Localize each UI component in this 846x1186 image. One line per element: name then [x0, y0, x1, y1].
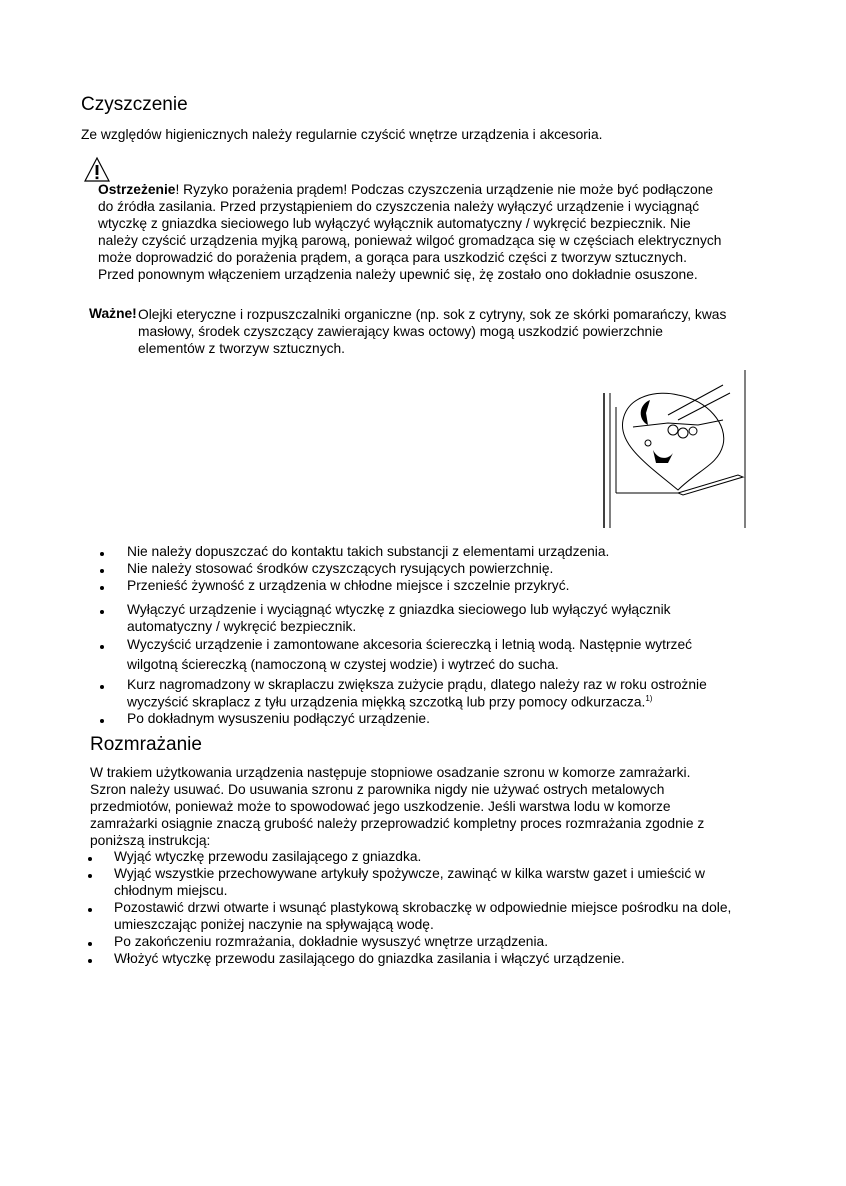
important-paragraph: [138, 306, 726, 357]
list-item-text: [127, 694, 652, 710]
condenser-cleaning-illustration: [598, 365, 748, 530]
list-item-text: automatyczny / wykręcić bezpiecznik.: [127, 619, 357, 634]
section-title-cleaning: Czyszczenie: [81, 94, 188, 115]
list-item-text: Nie należy dopuszczać do kontaktu takich substancji z elementami urządzenia.: [127, 544, 610, 559]
defrost-line: przedmiotów, ponieważ może to spowodować jego uszkodzenie. Jeśli warstwa lodu w komorze: [90, 799, 671, 814]
important-line: elementów z tworzyw sztucznych.: [138, 341, 346, 356]
cleaning-intro: Ze względów higienicznych należy regularnie czyścić wnętrze urządzenia i akcesoria.: [81, 127, 603, 142]
warning-line: ! Ryzyko porażenia prądem! Podczas czyszczenia urządzenie nie może być podłączone: [175, 182, 714, 197]
warning-label: Ostrzeżenie: [98, 182, 176, 197]
important-label: Ważne!: [89, 306, 137, 321]
defrost-line: poniższą instrukcją:: [90, 833, 211, 848]
list-item-text: Wyjąć wszystkie przechowywane artykuły spożywcze, zawinąć w kilka warstw gazet i umieścić w: [114, 866, 706, 881]
footnote-marker: 1): [645, 694, 653, 703]
defrost-line: Szron należy usuwać. Do usuwania szronu z parownika nigdy nie używać ostrych metalowych: [90, 782, 665, 797]
important-line: Olejki eteryczne i rozpuszczalniki organiczne (np. sok z cytryny, sok ze skórki pomarańczy, kwas: [138, 307, 727, 322]
list-item-text: Po zakończeniu rozmrażania, dokładnie wysuszyć wnętrze urządzenia.: [114, 934, 549, 949]
list-item-text: Wyłączyć urządzenie i wyciągnąć wtyczkę z gniazdka sieciowego lub wyłączyć wyłącznik: [127, 602, 671, 617]
list-item-text: chłodnym miejscu.: [114, 883, 228, 898]
list-item-text: Włożyć wtyczkę przewodu zasilającego do gniazdka zasilania i włączyć urządzenie.: [114, 951, 625, 966]
list-item-text: Wyczyścić urządzenie i zamontowane akcesoria ściereczką i letnią wodą. Następnie wytrzeć: [127, 637, 693, 652]
list-item-text: wilgotną ściereczką (namoczoną w czystej wodzie) i wytrzeć do sucha.: [127, 657, 559, 672]
list-item-text: Kurz nagromadzony w skraplaczu zwiększa zużycie prądu, dlatego należy raz w roku ostrożnie: [127, 677, 707, 692]
list-item-text: Nie należy stosować środków czyszczących rysujących powierzchnię.: [127, 561, 554, 576]
section-title-defrost: Rozmrażanie: [90, 734, 202, 755]
warning-line: Przed ponownym włączeniem urządzenia należy upewnić się, żę zostało ono dokładnie osuszone.: [98, 267, 698, 282]
list-item-text: wyczyścić skraplacz z tyłu urządzenia miękką szczotką lub przy pomocy odkurzacza.: [127, 694, 646, 710]
warning-triangle-icon: [83, 156, 111, 183]
defrost-line: zamrażarki osiągnie znaczą grubość należy przeprowadzić kompletny proces rozmrażania zgodnie z: [90, 816, 705, 831]
warning-line: może doprowadzić do porażenia prądem, a gorąca para uszkodzić części z tworzyw sztucznych.: [98, 250, 687, 265]
list-item-text: Pozostawić drzwi otwarte i wsunąć plastykową skrobaczkę w odpowiednie miejsce pośrodku na dole,: [114, 900, 732, 915]
warning-line: wtyczkę z gniazdka sieciowego lub wyłączyć wyłącznik automatyczny / wykręcić bezpiecznik. Nie: [98, 216, 691, 231]
list-item-text: Wyjąć wtyczkę przewodu zasilającego z gniazdka.: [114, 849, 422, 864]
warning-paragraph: [98, 181, 721, 283]
defrost-paragraph: [90, 764, 704, 849]
warning-line: do źródła zasilania. Przed przystąpieniem do czyszczenia należy wyłączyć urządzenie i wyciągnąć: [98, 199, 700, 214]
list-item-text: Przenieść żywność z urządzenia w chłodne miejsce i szczelnie przykryć.: [127, 578, 570, 593]
list-item-text: Po dokładnym wysuszeniu podłączyć urządzenie.: [127, 711, 430, 726]
defrost-line: W trakiem użytkowania urządzenia następuje stopniowe osadzanie szronu w komorze zamrażarki.: [90, 765, 691, 780]
list-item-text: umieszczając poniżej naczynie na spływającą wodę.: [114, 917, 434, 932]
warning-line: należy czyścić urządzenia myjką parową, ponieważ wilgoć gromadząca się w częściach elektrycznych: [98, 233, 722, 248]
important-line: masłowy, środek czyszczący zawierający kwas octowy) mogą uszkodzić powierzchnie: [138, 324, 663, 339]
